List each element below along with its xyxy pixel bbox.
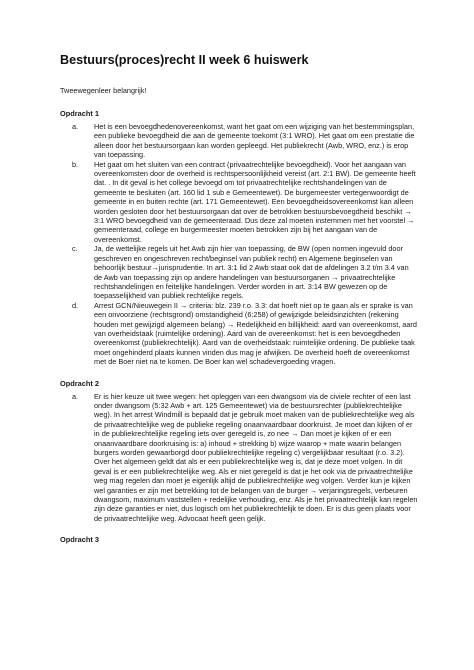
section-heading: Opdracht 3 bbox=[60, 535, 100, 545]
item-text: Ja, de wettelijke regels uit het Awb zijn hier van toepassing, de BW (open normen ingevuld door geschreven en ongeschreven recht/beginsel van publiek recht) en Algemene beginselen van behoorlijk bestuur→jurisprudentie. In art. 3:1 lid 2 Awb staat ook dat de afdelingen 3.2 t/m 3.4 van de Awb van toepassing zijn op andere handelingen van bestuursorganen → privaatrechtelijke rechtshandelingen en feitelijke handelingen. Verder worden in art. 3:14 BW gewezen op de toepasselijkheid van publiek rechtelijke regels. bbox=[94, 244, 409, 301]
answer-item bbox=[60, 392, 418, 524]
document-title: Bestuurs(proces)recht II week 6 huiswerk bbox=[60, 53, 309, 67]
item-marker: a. bbox=[72, 122, 79, 131]
answer-item bbox=[60, 244, 418, 300]
item-marker: d. bbox=[72, 300, 79, 310]
item-marker: b. bbox=[72, 159, 79, 169]
section-heading: Opdracht 1 bbox=[60, 109, 100, 118]
section-opdracht-2 bbox=[60, 379, 418, 524]
section-heading: Opdracht 2 bbox=[60, 378, 100, 388]
answer-item bbox=[60, 122, 418, 160]
answer-list bbox=[60, 122, 418, 367]
item-text: Arrest GCN/Nieuwegein II → criteria: blz. 239 r.o. 3.3: dat hoeft niet op te gaan als er sprake is van een onvoorziene (rechtsgrond) omstandigheid (6:258) of gewijzigde beleidsinzichten (rekening houden met gewijzigd algemeen belang) → Redelijkheid en billijkheid: aard van overeenkomst, aard van overheidstaak (ruimtelijke ordening). Aard van de overeenkomst: het is een bevoegdheden overeenkomst (publiekrechtelijk). Aard van de overheidstaak: ruimtelijke ordening. De publieke taak moet ongehinderd plaats kunnen vinden dus mag je afwijken. De overheid hoeft de overeenkomst met de Boer niet na te komen. De Boer kan wel schadevergoeding vragen. bbox=[94, 300, 417, 367]
item-marker: a. bbox=[72, 391, 79, 401]
item-text: Er is hier keuze uit twee wegen: het opleggen van een dwangsom via de civiele rechter of een last onder dwangsom (5:32 Awb + art. 125 Gemeentewet) via de bestuursrechter (publiekrechtelijke weg). In het arrest Windmill is bepaald dat je gebruik moet maken van de publiekrechtelijke weg als de privaatrechtelijke weg de publieke regeling onaanvaardbaar doorkruist. Je moet dan kijken of er in de publiekrechtelijke regeling iets over geregeld is, zo nee → Dan moet je kijken of er een onaanvaardbare doorkruising is: a) inhoud + strekking b) wijze waarop + mate waarin belangen burgers worden gewaarborgd door publiekrechtelijke regeling c) vergelijkbaar resultaat (r.o. 3.2). Over het algemeen geldt dat als er een publiekrechtelijke weg is, dat je deze moet volgen. In dit geval is er een publiekrechtelijke weg. Als er niet geregeld is dat je het ook via de privaatrechtelijke weg mag regelen dan moet je eigenlijk altijd de publiekrechtelijke weg volgen. Verder kun je kijken wel garanties er zijn met betrekking tot de belangen van de burger → verjaringsregels, verbeuren dwangsom, maximum vaststellen + redelijke verhouding, enz. Als je het privaatrechtelijk kan regelen zijn deze garanties er niet, dus logisch om het publiekrechtelijk te doen. Er is dus geen plaats voor de privaatrechtelijke weg. Advocaat heeft geen gelijk. bbox=[94, 391, 418, 523]
answer-item bbox=[60, 301, 418, 367]
item-marker: c. bbox=[72, 244, 78, 254]
answer-list bbox=[60, 392, 418, 524]
document-subtitle: Tweewegenleer belangrijk! bbox=[60, 86, 147, 95]
item-text: Het is een bevoegdhedenovereenkomst, want het gaat om een wijziging van het bestemmingsplan, een publieke bevoegdheid die aan de gemeente toekomt (3:1 WRO). Het gaat om een prestatie die alleen door het bestuursorgaan kan worden gepleegd. Het publiekrecht (Awb, WRO, enz.) is erop van toepassing. bbox=[94, 122, 415, 160]
answer-item bbox=[60, 160, 418, 245]
section-opdracht-1 bbox=[60, 109, 418, 367]
section-opdracht-3 bbox=[60, 535, 418, 545]
item-text: Het gaat om het sluiten van een contract (privaatrechtelijke bevoegdheid). Voor het aangaan van overeenkomsten door de overheid is rechtspersoonlijkheid vereist (art. 2:1 BW). De gemeente heeft dat. . In dit geval is het college bevoegd om tot privaatrechtelijke rechtshandelingen van de gemeente te besluiten (art. 160 lid 1 sub e Gemeentewet). De burgemeester vertegenwoordigt de gemeente in en buiten rechte (art. 171 Gemeentewet). Een bevoegdheidsovereenkomst kan alleen worden gesloten door het bestuursorgaan dat over de betrokken bestuursbevoegdheid beschikt → 3:1 WRO bevoegdheid van de gemeenteraad. Dus deze zal moeten instemmen met het voorstel → gemeenteraad, college en burgermeester moeten betrokken zijn bij het aangaan van de overeenkomst. bbox=[94, 159, 416, 244]
